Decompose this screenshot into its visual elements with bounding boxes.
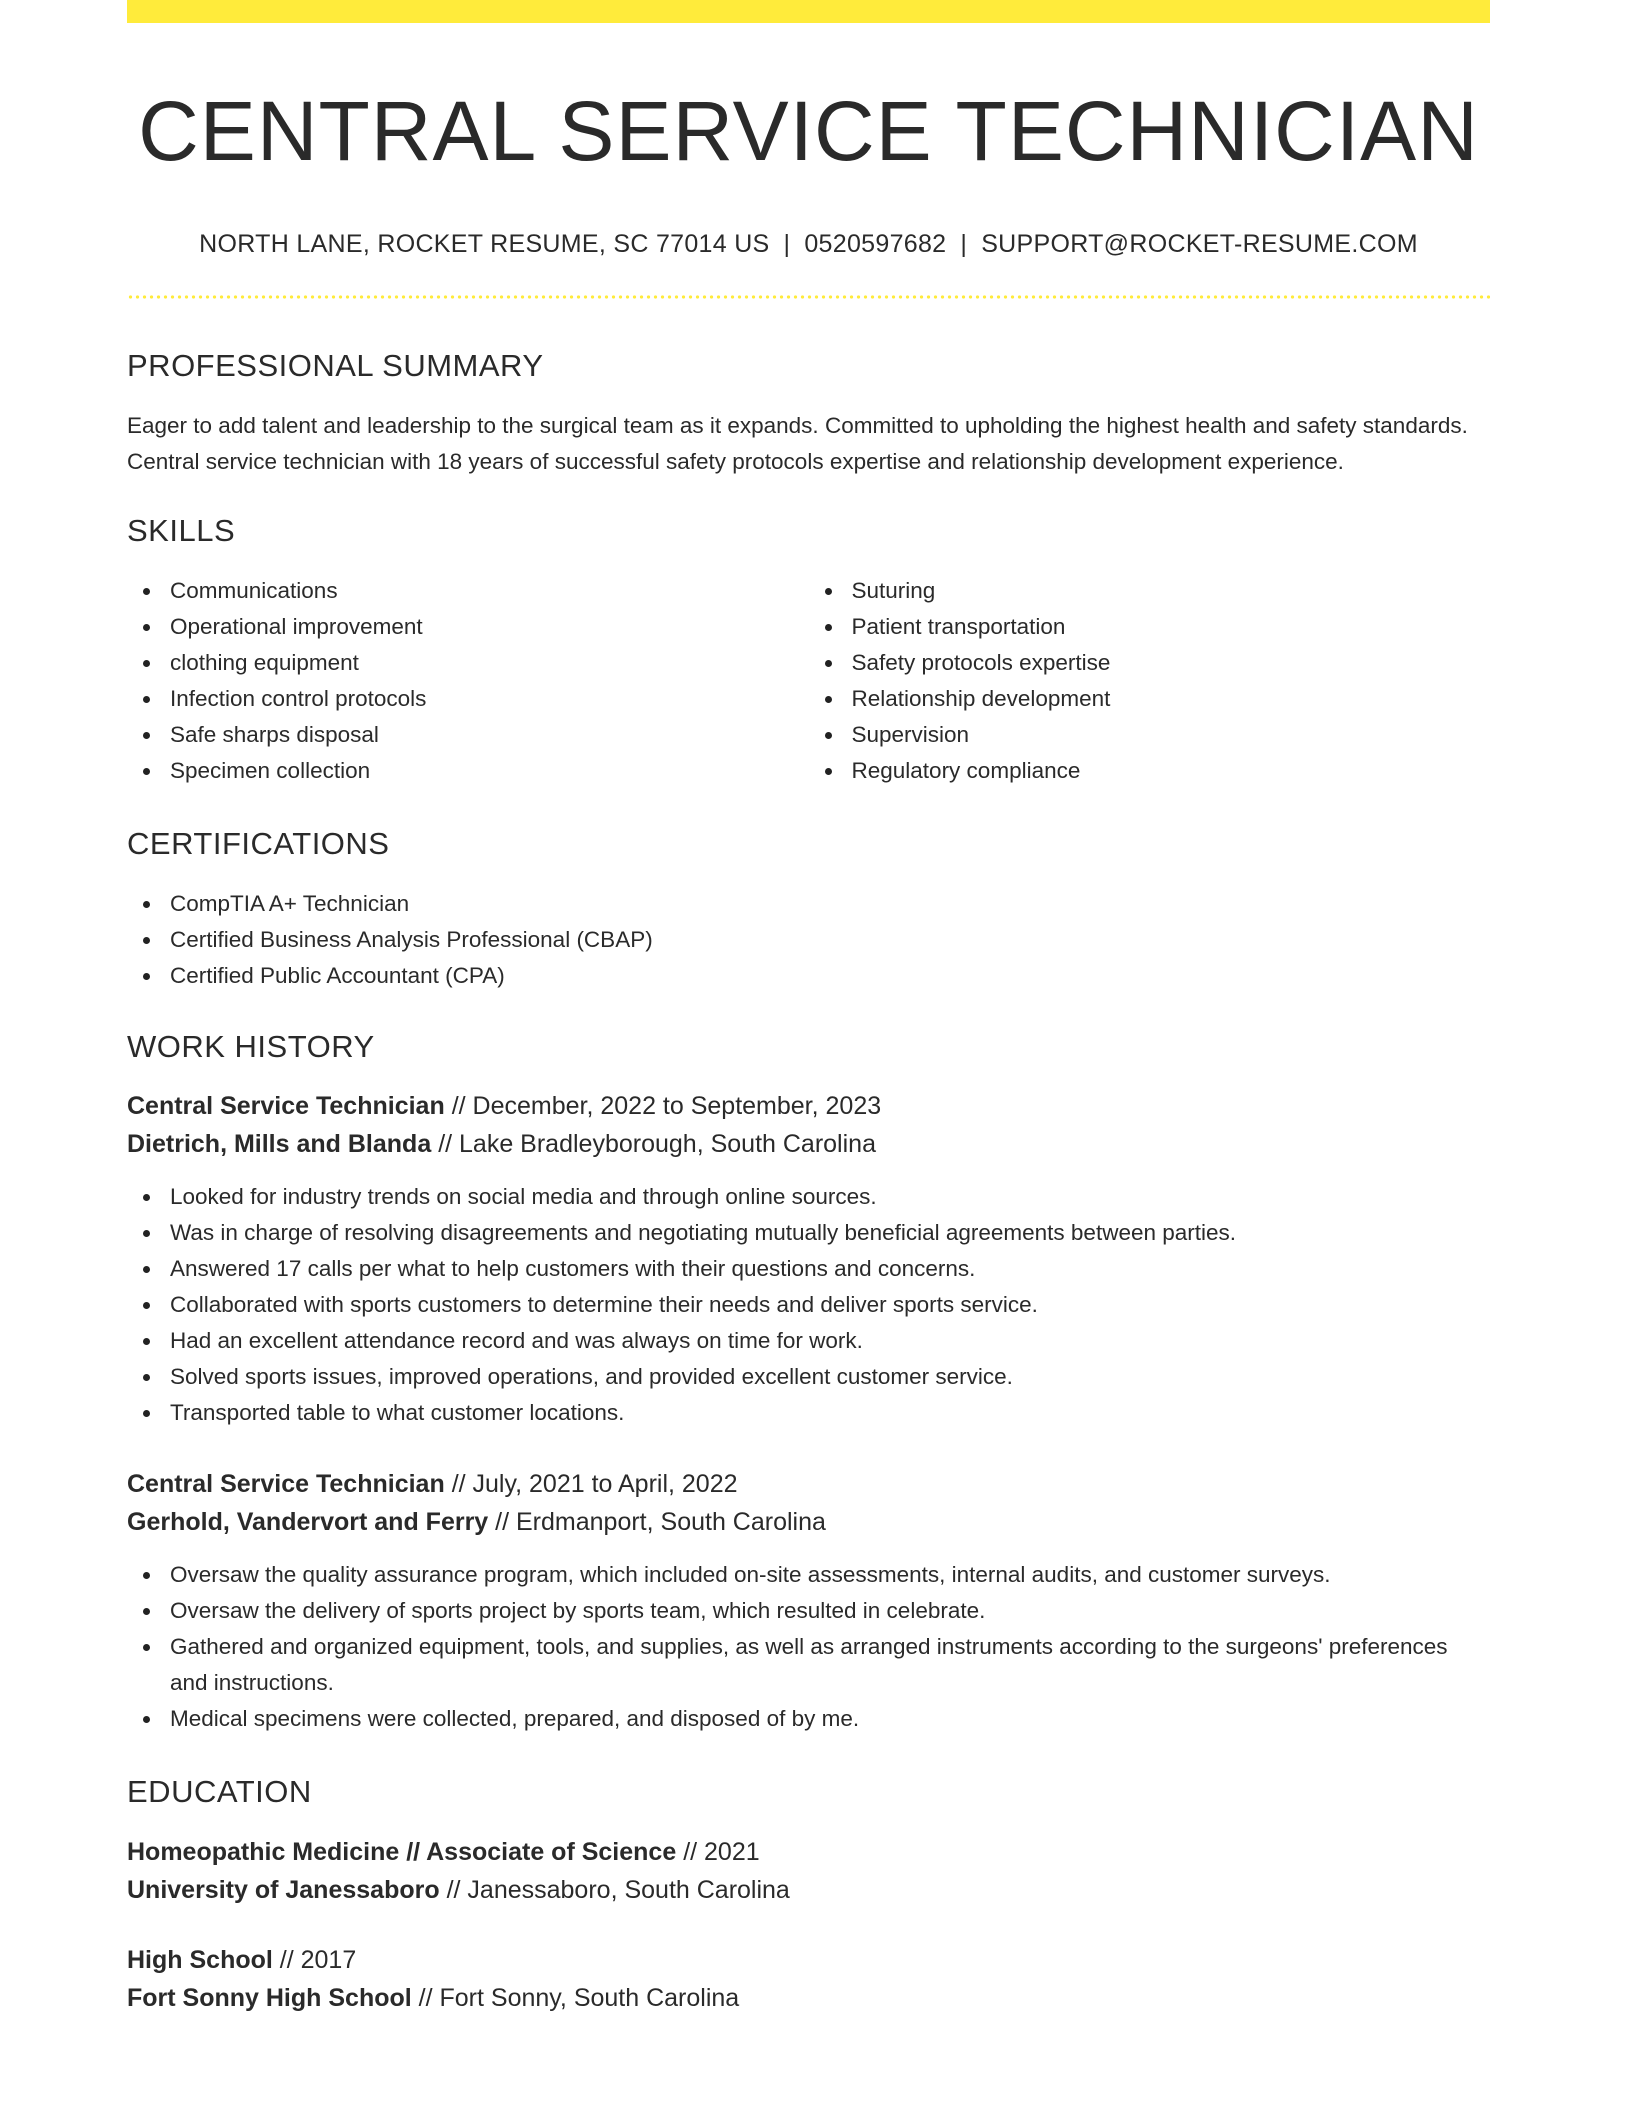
skills-right-list [809, 573, 1491, 789]
certification-item: Certified Business Analysis Professional (CBAP) [127, 922, 1490, 958]
job-location: // Erdmanport, South Carolina [495, 1508, 826, 1537]
certification-item: CompTIA A+ Technician [127, 886, 1490, 922]
job-role: Central Service Technician [127, 1470, 445, 1499]
contact-separator: | [783, 229, 791, 258]
skill-item: Supervision [809, 717, 1491, 753]
dotted-divider [127, 295, 1490, 299]
work-history-heading: WORK HISTORY [127, 1029, 375, 1065]
contact-phone: 0520597682 [804, 229, 947, 258]
skills-columns [127, 573, 1490, 789]
job-bullet: Looked for industry trends on social media and through online sources. [127, 1179, 1490, 1215]
education-entry [127, 1941, 1490, 2017]
job-bullet-list [127, 1179, 1490, 1431]
certifications-list [127, 886, 1490, 994]
summary-text: Eager to add talent and leadership to the surgical team as it expands. Committed to upholding the highest health and safety standards. Central service technician with 18 years of successful safety protocols expertise and relationship development experience. [127, 412, 1468, 474]
summary-heading: PROFESSIONAL SUMMARY [127, 347, 544, 383]
resume-page [127, 0, 1490, 2017]
education-degree: High School [127, 1945, 273, 1974]
education-school: Fort Sonny High School [127, 1983, 412, 2012]
contact-line [127, 230, 1490, 259]
job-role-line [127, 1087, 1490, 1125]
skill-item: Suturing [809, 573, 1491, 609]
skill-item: Operational improvement [127, 609, 809, 645]
education-degree-line [127, 1833, 1490, 1871]
skills-heading: SKILLS [127, 512, 236, 548]
education-entry [127, 1833, 1490, 1909]
skill-item: Infection control protocols [127, 681, 809, 717]
education-school: University of Janessaboro [127, 1875, 440, 1904]
certification-item: Certified Public Accountant (CPA) [127, 958, 1490, 994]
skill-item: Safety protocols expertise [809, 645, 1491, 681]
education-school-line [127, 1979, 1490, 2017]
job-company-line [127, 1125, 1490, 1163]
job-bullet: Transported table to what customer locations. [127, 1395, 1490, 1431]
resume-title: CENTRAL SERVICE TECHNICIAN [138, 84, 1479, 178]
skill-item: Safe sharps disposal [127, 717, 809, 753]
education-degree-line [127, 1941, 1490, 1979]
job-bullet: Answered 17 calls per what to help customers with their questions and concerns. [127, 1251, 1490, 1287]
job-role-line [127, 1465, 1490, 1503]
job-company-line [127, 1503, 1490, 1541]
job-bullet: Collaborated with sports customers to determine their needs and deliver sports service. [127, 1287, 1490, 1323]
education-degree: Homeopathic Medicine // Associate of Science [127, 1837, 677, 1866]
skill-item: Relationship development [809, 681, 1491, 717]
education-year: // 2021 [683, 1837, 760, 1866]
job-bullet: Gathered and organized equipment, tools, and supplies, as well as arranged instruments according to the surgeons' preferences and instructions. [127, 1629, 1490, 1701]
contact-address: NORTH LANE, ROCKET RESUME, SC 77014 US [199, 229, 770, 258]
education-school-line [127, 1871, 1490, 1909]
job-company: Gerhold, Vandervort and Ferry [127, 1508, 489, 1537]
education-location: // Fort Sonny, South Carolina [418, 1983, 740, 2012]
skills-left-list [127, 573, 809, 789]
skill-item: Patient transportation [809, 609, 1491, 645]
education-heading: EDUCATION [127, 1774, 312, 1810]
contact-separator: | [960, 229, 968, 258]
job-dates: // December, 2022 to September, 2023 [451, 1092, 882, 1121]
skill-item: clothing equipment [127, 645, 809, 681]
job-location: // Lake Bradleyborough, South Carolina [438, 1130, 876, 1159]
certifications-heading: CERTIFICATIONS [127, 825, 390, 861]
job-role: Central Service Technician [127, 1092, 445, 1121]
job-entry [127, 1087, 1490, 1431]
job-bullet: Oversaw the quality assurance program, which included on-site assessments, internal audits, and customer surveys. [127, 1557, 1490, 1593]
skill-item: Regulatory compliance [809, 753, 1491, 789]
job-entry [127, 1465, 1490, 1737]
job-bullet: Had an excellent attendance record and was always on time for work. [127, 1323, 1490, 1359]
education-year: // 2017 [279, 1945, 357, 1974]
contact-email: SUPPORT@ROCKET-RESUME.COM [981, 229, 1418, 258]
job-dates: // July, 2021 to April, 2022 [451, 1470, 738, 1499]
job-bullet: Medical specimens were collected, prepared, and disposed of by me. [127, 1701, 1490, 1737]
job-bullet: Was in charge of resolving disagreements and negotiating mutually beneficial agreements between parties. [127, 1215, 1490, 1251]
job-bullet-list [127, 1557, 1490, 1737]
job-bullet: Oversaw the delivery of sports project by sports team, which resulted in celebrate. [127, 1593, 1490, 1629]
skill-item: Communications [127, 573, 809, 609]
skill-item: Specimen collection [127, 753, 809, 789]
education-location: // Janessaboro, South Carolina [446, 1875, 790, 1904]
job-company: Dietrich, Mills and Blanda [127, 1130, 432, 1159]
job-bullet: Solved sports issues, improved operations, and provided excellent customer service. [127, 1359, 1490, 1395]
accent-top-bar [127, 0, 1490, 23]
